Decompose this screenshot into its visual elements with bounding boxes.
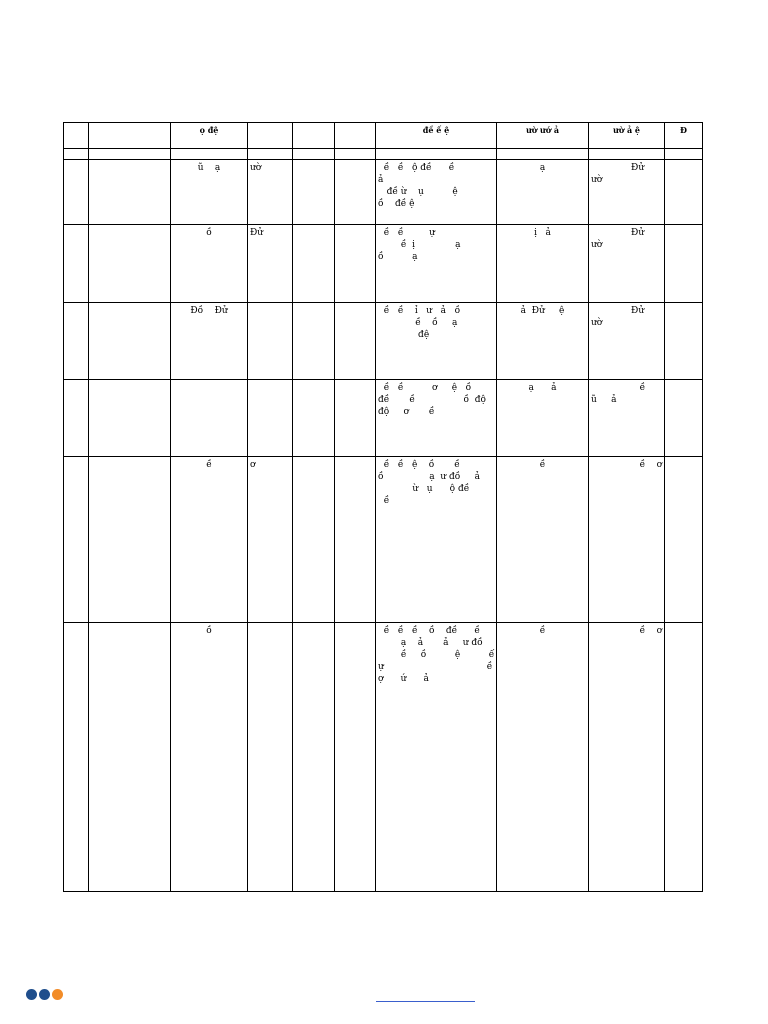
table-cell [171,623,248,892]
header-cell [64,123,89,149]
table-cell [89,623,171,892]
cell-line: ề ề ệ ồ ề [378,460,460,470]
table-row [64,225,703,303]
cell-content [248,303,292,317]
subheader-cell [248,149,293,160]
table-cell [335,623,376,892]
table-cell [497,303,589,380]
cell-text: Đử [250,228,264,238]
cell-content [589,380,664,406]
table-cell [665,457,703,623]
cell-line: ề [591,383,646,393]
table-row [64,160,703,225]
table-cell [376,380,497,457]
table-cell [589,380,665,457]
table-cell [171,457,248,623]
table-cell [589,225,665,303]
cell-line: ũ ả [591,395,617,405]
cell-line: ề ề ề ồ đề ề [378,626,480,636]
cell-line: ề ồ ạ [378,318,458,328]
table-cell [589,303,665,380]
table-cell [248,225,293,303]
table-cell [497,380,589,457]
table-cell [376,160,497,225]
table-cell [376,225,497,303]
cell-content [589,623,664,637]
subheader-cell [293,149,335,160]
cell-content [171,160,247,174]
table-cell [64,225,89,303]
cell-content [171,380,247,394]
table-cell [335,303,376,380]
table-cell [64,380,89,457]
cell-line: ề ề ộ đề ề [378,163,455,173]
cell-content [497,380,588,394]
table-cell [89,380,171,457]
cell-line: ề ồ ệ ế [378,650,495,660]
table-cell [171,160,248,225]
cell-line: ồ đề ệ [378,199,415,209]
table-cell [64,303,89,380]
cell-line: Đử [591,163,645,173]
table-cell [497,225,589,303]
cell-text: ả Đử ệ [520,306,565,316]
header-cell: Đ [665,123,703,149]
table-row [64,380,703,457]
cell-line: ề [378,496,390,506]
cell-content [589,160,664,186]
cell-text: ề [206,460,212,470]
table-cell [589,457,665,623]
cell-content [171,623,247,637]
dot-1 [26,989,37,1000]
subheader-cell [171,149,248,160]
table-cell [248,457,293,623]
cell-text: ị ả [534,228,551,238]
cell-line: ồ ạ ư đồ ả [378,472,480,482]
cell-line: ề ị ạ [378,240,461,250]
header-cell: đề ế ệ [376,123,497,149]
table-cell [171,303,248,380]
subheader-cell [335,149,376,160]
cell-line: ườ [591,175,603,185]
cell-text: ơ [250,460,256,470]
cell-text: ườ [250,163,262,173]
table-row [64,623,703,892]
cell-text: ề [539,460,546,470]
table-cell [64,457,89,623]
table-cell [248,303,293,380]
table-cell [376,303,497,380]
table-cell [589,623,665,892]
header-cell: ọ đệ [171,123,248,149]
brand-dots-logo [26,989,63,1000]
table-cell [293,623,335,892]
table-cell [665,225,703,303]
table-cell [665,303,703,380]
cell-line: ề ề ự [378,228,435,238]
table-cell [335,457,376,623]
main-table [63,122,703,892]
cell-line: ợ ứ ả [378,674,429,684]
table-cell [248,623,293,892]
subheader-row [64,149,703,160]
cell-text: ạ [539,163,546,173]
dot-2 [39,989,50,1000]
table-cell [89,225,171,303]
subheader-cell [376,149,497,160]
cell-content [376,303,496,341]
cell-line: ừ ụ ộ đề [378,484,470,494]
table-cell [589,160,665,225]
cell-content [376,623,496,685]
cell-content [589,457,664,471]
table-cell [376,623,497,892]
cell-text [250,305,290,317]
cell-text [173,382,245,394]
header-cell [248,123,293,149]
table-cell [376,457,497,623]
table-cell [335,225,376,303]
header-cell [293,123,335,149]
cell-content [376,457,496,507]
table-cell [248,380,293,457]
cell-line: Đử [591,306,645,316]
cell-content [497,623,588,637]
table-cell [497,457,589,623]
cell-content [589,225,664,251]
table-cell [293,160,335,225]
header-cell [89,123,171,149]
cell-line: độ ơ ề [378,407,435,417]
cell-content [248,380,292,394]
header-cell: ườ ướ ả [497,123,589,149]
table-cell [64,160,89,225]
table-cell [335,380,376,457]
table-cell [293,380,335,457]
cell-content [248,457,292,471]
cell-content [376,225,496,263]
cell-text: ề [539,626,546,636]
header-row [64,123,703,149]
cell-content [589,303,664,329]
table-cell [497,623,589,892]
cell-content [376,160,496,210]
subheader-cell [665,149,703,160]
cell-content [171,225,247,239]
table-cell [665,160,703,225]
table-cell [89,303,171,380]
cell-content [171,303,247,317]
header-cell [335,123,376,149]
cell-text: ũ ạ [197,163,221,173]
table-row [64,303,703,380]
cell-line: ườ [591,240,603,250]
cell-text: Đồ Đử [190,306,228,316]
table-cell [665,623,703,892]
footer-link-underline[interactable] [376,1001,475,1002]
cell-text [250,382,290,394]
cell-line: ồ ạ [378,252,418,262]
cell-line: ườ [591,318,603,328]
cell-content [171,457,247,471]
cell-text: ạ ả [528,383,557,393]
cell-content [248,225,292,239]
cell-line: ạ ả ả ư đồ [378,638,483,648]
cell-content [497,160,588,174]
cell-line: ả [378,175,384,185]
table-cell [248,160,293,225]
dot-3 [52,989,63,1000]
table-cell [89,457,171,623]
cell-line: Đử [591,228,645,238]
cell-line: ề ơ [591,626,663,636]
table-body [64,123,703,892]
table-cell [171,380,248,457]
cell-content [376,380,496,418]
cell-text [250,625,290,637]
cell-text: ồ [206,228,212,238]
table-cell [64,623,89,892]
table-cell [293,303,335,380]
cell-content [248,160,292,174]
cell-line: ề ề ơ ệ ồ [378,383,472,393]
cell-line: ề ơ [591,460,663,470]
header-cell: ườ ả ệ [589,123,665,149]
cell-line: ự ề [378,662,493,672]
cell-content [497,225,588,239]
subheader-cell [89,149,171,160]
cell-text: ồ [206,626,212,636]
cell-content [248,623,292,637]
cell-line: đề ừ ụ ệ [378,187,458,197]
table-row [64,457,703,623]
table-cell [89,160,171,225]
table-cell [665,380,703,457]
table-cell [497,160,589,225]
subheader-cell [589,149,665,160]
table-cell [293,457,335,623]
cell-content [497,303,588,317]
cell-content [497,457,588,471]
table-cell [171,225,248,303]
table-cell [293,225,335,303]
subheader-cell [64,149,89,160]
subheader-cell [497,149,589,160]
cell-line: ề ề ỉ ư ả ồ [378,306,461,316]
table-cell [335,160,376,225]
cell-line: đề ề ồ độ [378,395,486,405]
cell-line: đệ [378,330,430,340]
